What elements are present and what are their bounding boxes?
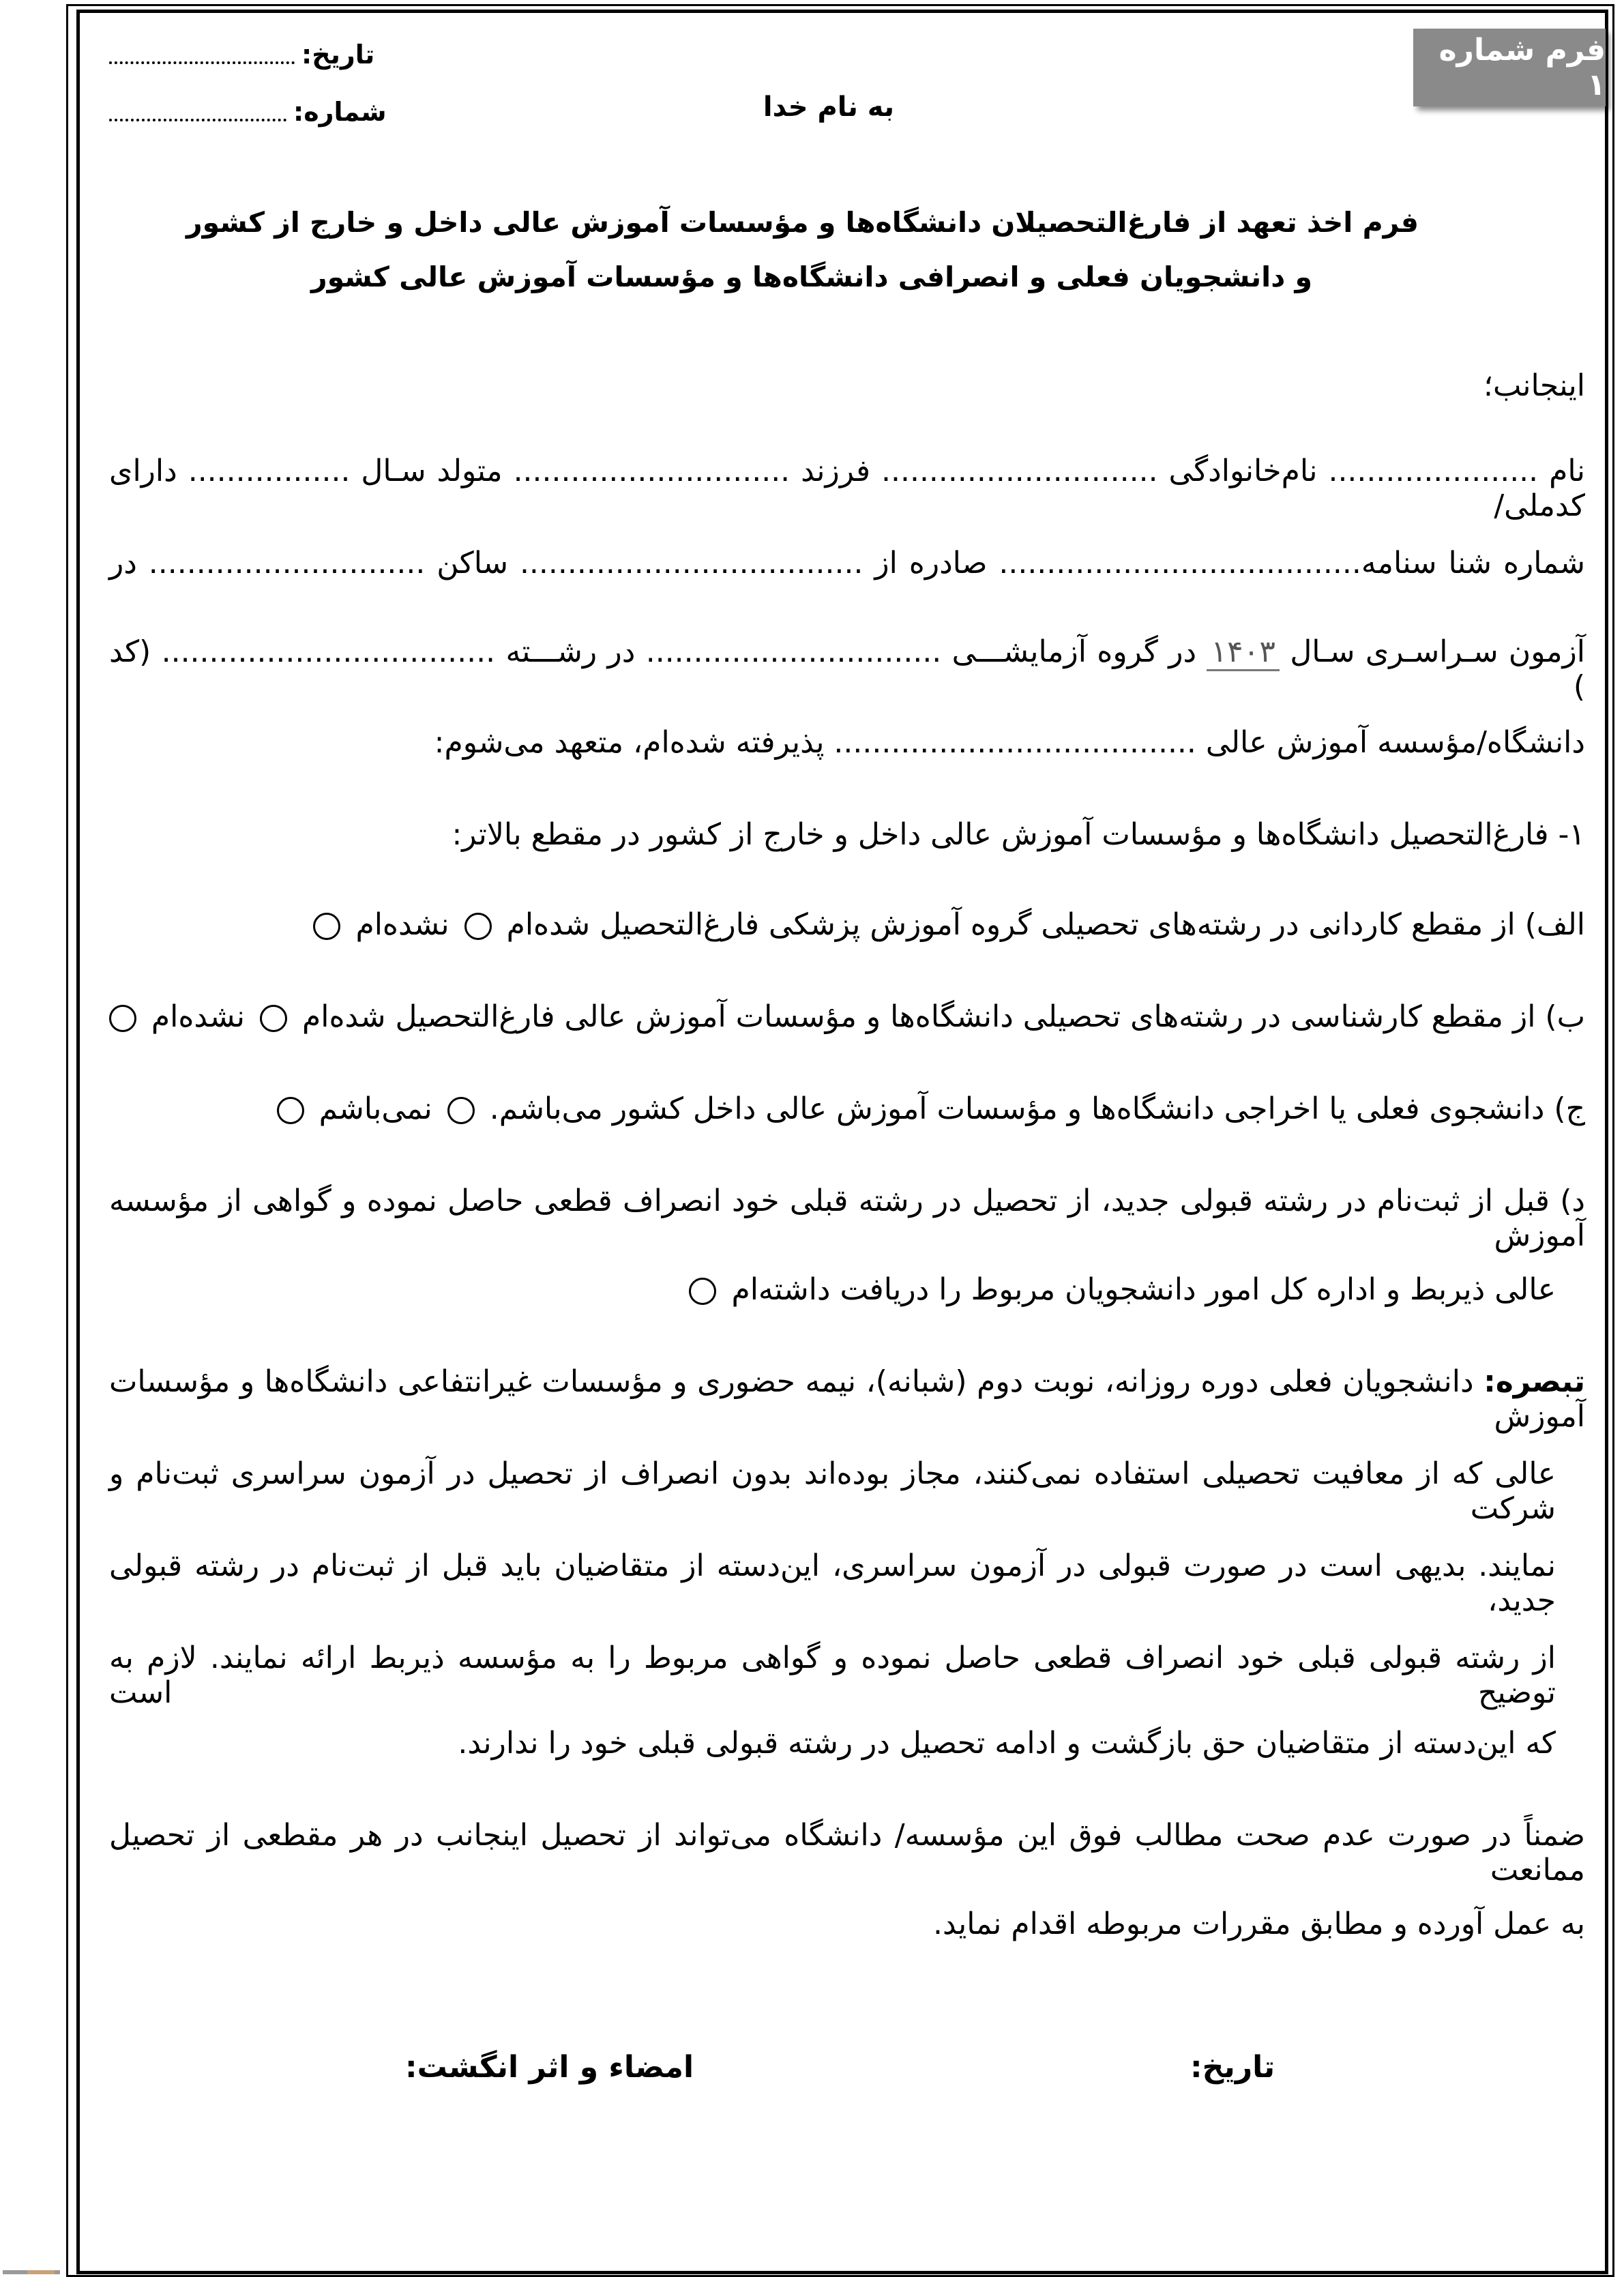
footer-date-label: تاریخ: (1190, 2050, 1275, 2085)
item-be (109, 999, 1585, 1034)
national-id-label: دارای کدملی/ (109, 454, 1585, 523)
name-field[interactable]: نام ...................... (1328, 454, 1586, 488)
item-alef (109, 907, 1585, 942)
birth-year-field[interactable]: متولد سـال ................. (188, 454, 503, 488)
item-jim-no-label: نمی‌باشم (319, 1091, 432, 1126)
number-field[interactable] (109, 119, 286, 121)
form-title-line2: و دانشجویان فعلی و انصرافی دانشگاه‌ها و مؤسسات آموزش عالی کشور (310, 261, 1313, 293)
exam-label: آزمون سـراسـری سـال (1290, 634, 1585, 669)
jim-yes-radio[interactable] (447, 1097, 475, 1124)
final-line1: ضمناً در صورت عدم صحت مطالب فوق این مؤسسه/ دانشگاه می‌تواند از تحصیل اینجانب در هر مقطعی از تحصیل ممانعت (109, 1818, 1585, 1887)
exam-info-line (109, 634, 1585, 704)
note-text-1: دانشجویان فعلی دوره روزانه، نوبت دوم (شبانه)، نیمه حضوری و مؤسسات غیرانتفاعی دانشگاه‌ها و مؤسسات آموزش (109, 1364, 1585, 1434)
note-line2: عالی که از معافیت تحصیلی استفاده نمی‌کنند، مجاز بوده‌اند بدون انصراف از تحصیل در آزمون سراسری ثبت‌نام و شرکت (109, 1456, 1556, 1526)
admitted-university-line: دانشگاه/مؤسسه آموزش عالی ...................................... پذیرفته شده‌ام، متعهد می‌شوم: (434, 725, 1585, 760)
residence-field[interactable]: ساکن ............................. (148, 546, 509, 581)
note-line4: از رشته قبولی قبلی خود انصراف قطعی حاصل نموده و گواهی مربوط را به مؤسسه ذیربط ارائه نمایند. لازم به توضیح است (109, 1641, 1556, 1710)
date-field[interactable] (109, 61, 295, 64)
item-dal-line2 (109, 1272, 1556, 1307)
alef-yes-radio[interactable] (464, 913, 492, 940)
note-line5: که این‌دسته از متقاضیان حق بازگشت و ادامه تحصیل در رشته قبولی قبلی خود را ندارند. (458, 1726, 1556, 1761)
final-line2: به عمل آورده و مطابق مقررات مربوطه اقدام نماید. (932, 1907, 1585, 1941)
alef-no-radio[interactable] (313, 913, 340, 940)
form-number-badge: فرم شماره ۱ (1413, 29, 1606, 106)
item-jim-text: ج) دانشجوی فعلی یا اخراجی دانشگاه‌ها و مؤسسات آموزش عالی داخل کشور می‌باشم. (489, 1091, 1585, 1126)
jim-no-radio[interactable] (277, 1097, 304, 1124)
item-dal-line1: د) قبل از ثبت‌نام در رشته قبولی جدید، از تحصیل در رشته قبلی خود انصراف قطعی حاصل نموده و گواهی از مؤسسه آموزش (109, 1184, 1585, 1253)
family-name-field[interactable]: نام‌خانوادگی ............................. (881, 454, 1318, 488)
id-info-line (109, 546, 1585, 581)
item-alef-text: الف) از مقطع کاردانی در رشته‌های تحصیلی گروه آموزش پزشکی فارغ‌التحصیل شده‌ام (506, 907, 1585, 942)
note-line1 (109, 1364, 1585, 1434)
note-line3: نمایند. بدیهی است در صورت قبولی در آزمون سراسری، این‌دسته از متقاضیان باید قبل از ثبت‌نام در رشته قبولی جدید، (109, 1548, 1556, 1618)
footer-signature-label: امضاء و اثر انگشت: (405, 2050, 694, 2085)
in-label: در (109, 546, 137, 581)
item-alef-no-label: نشده‌ام (355, 907, 449, 942)
be-no-radio[interactable] (109, 1005, 136, 1032)
number-label: شماره: (293, 97, 387, 127)
date-label: تاریخ: (301, 40, 375, 70)
corner-stamp (0, 2225, 63, 2277)
item-be-no-label: نشده‌ام (151, 999, 245, 1034)
item-be-text: ب) از مقطع کارشناسی در رشته‌های تحصیلی دانشگاه‌ها و مؤسسات آموزش عالی فارغ‌التحصیل شده‌ام (302, 999, 1585, 1034)
certificate-number-field[interactable]: شماره شنا سنامه...................................... (999, 546, 1585, 581)
issued-from-field[interactable]: صادره از .................................... (519, 546, 988, 581)
exam-group-field[interactable]: در گروه آزمایشـــی ............................... (645, 634, 1197, 669)
dal-checkbox[interactable] (689, 1278, 716, 1305)
exam-year: ۱۴۰۳ (1207, 634, 1280, 671)
code-field[interactable]: (کد ) (109, 634, 1585, 704)
basmala: به نام خدا (763, 91, 895, 123)
item-jim (109, 1091, 1585, 1126)
field-of-study-field[interactable]: در رشـــته ................................... (161, 634, 636, 669)
form-title-line1: فرم اخذ تعهد از فارغ‌التحصیلان دانشگاه‌ها و مؤسسات آموزش عالی داخل و خارج از کشور (186, 206, 1419, 239)
item-1-text: ۱- فارغ‌التحصیل دانشگاه‌ها و مؤسسات آموزش عالی داخل و خارج از کشور در مقطع بالاتر: (452, 817, 1585, 852)
personal-info-line (109, 454, 1585, 523)
be-yes-radio[interactable] (260, 1005, 287, 1032)
father-name-field[interactable]: فرزند ............................. (513, 454, 871, 488)
item-dal-text: عالی ذیربط و اداره کل امور دانشجویان مربوط را دریافت داشته‌ام (731, 1272, 1556, 1307)
note-label: تبصره: (1483, 1364, 1585, 1399)
intro-text: اینجانب؛ (1483, 368, 1585, 403)
